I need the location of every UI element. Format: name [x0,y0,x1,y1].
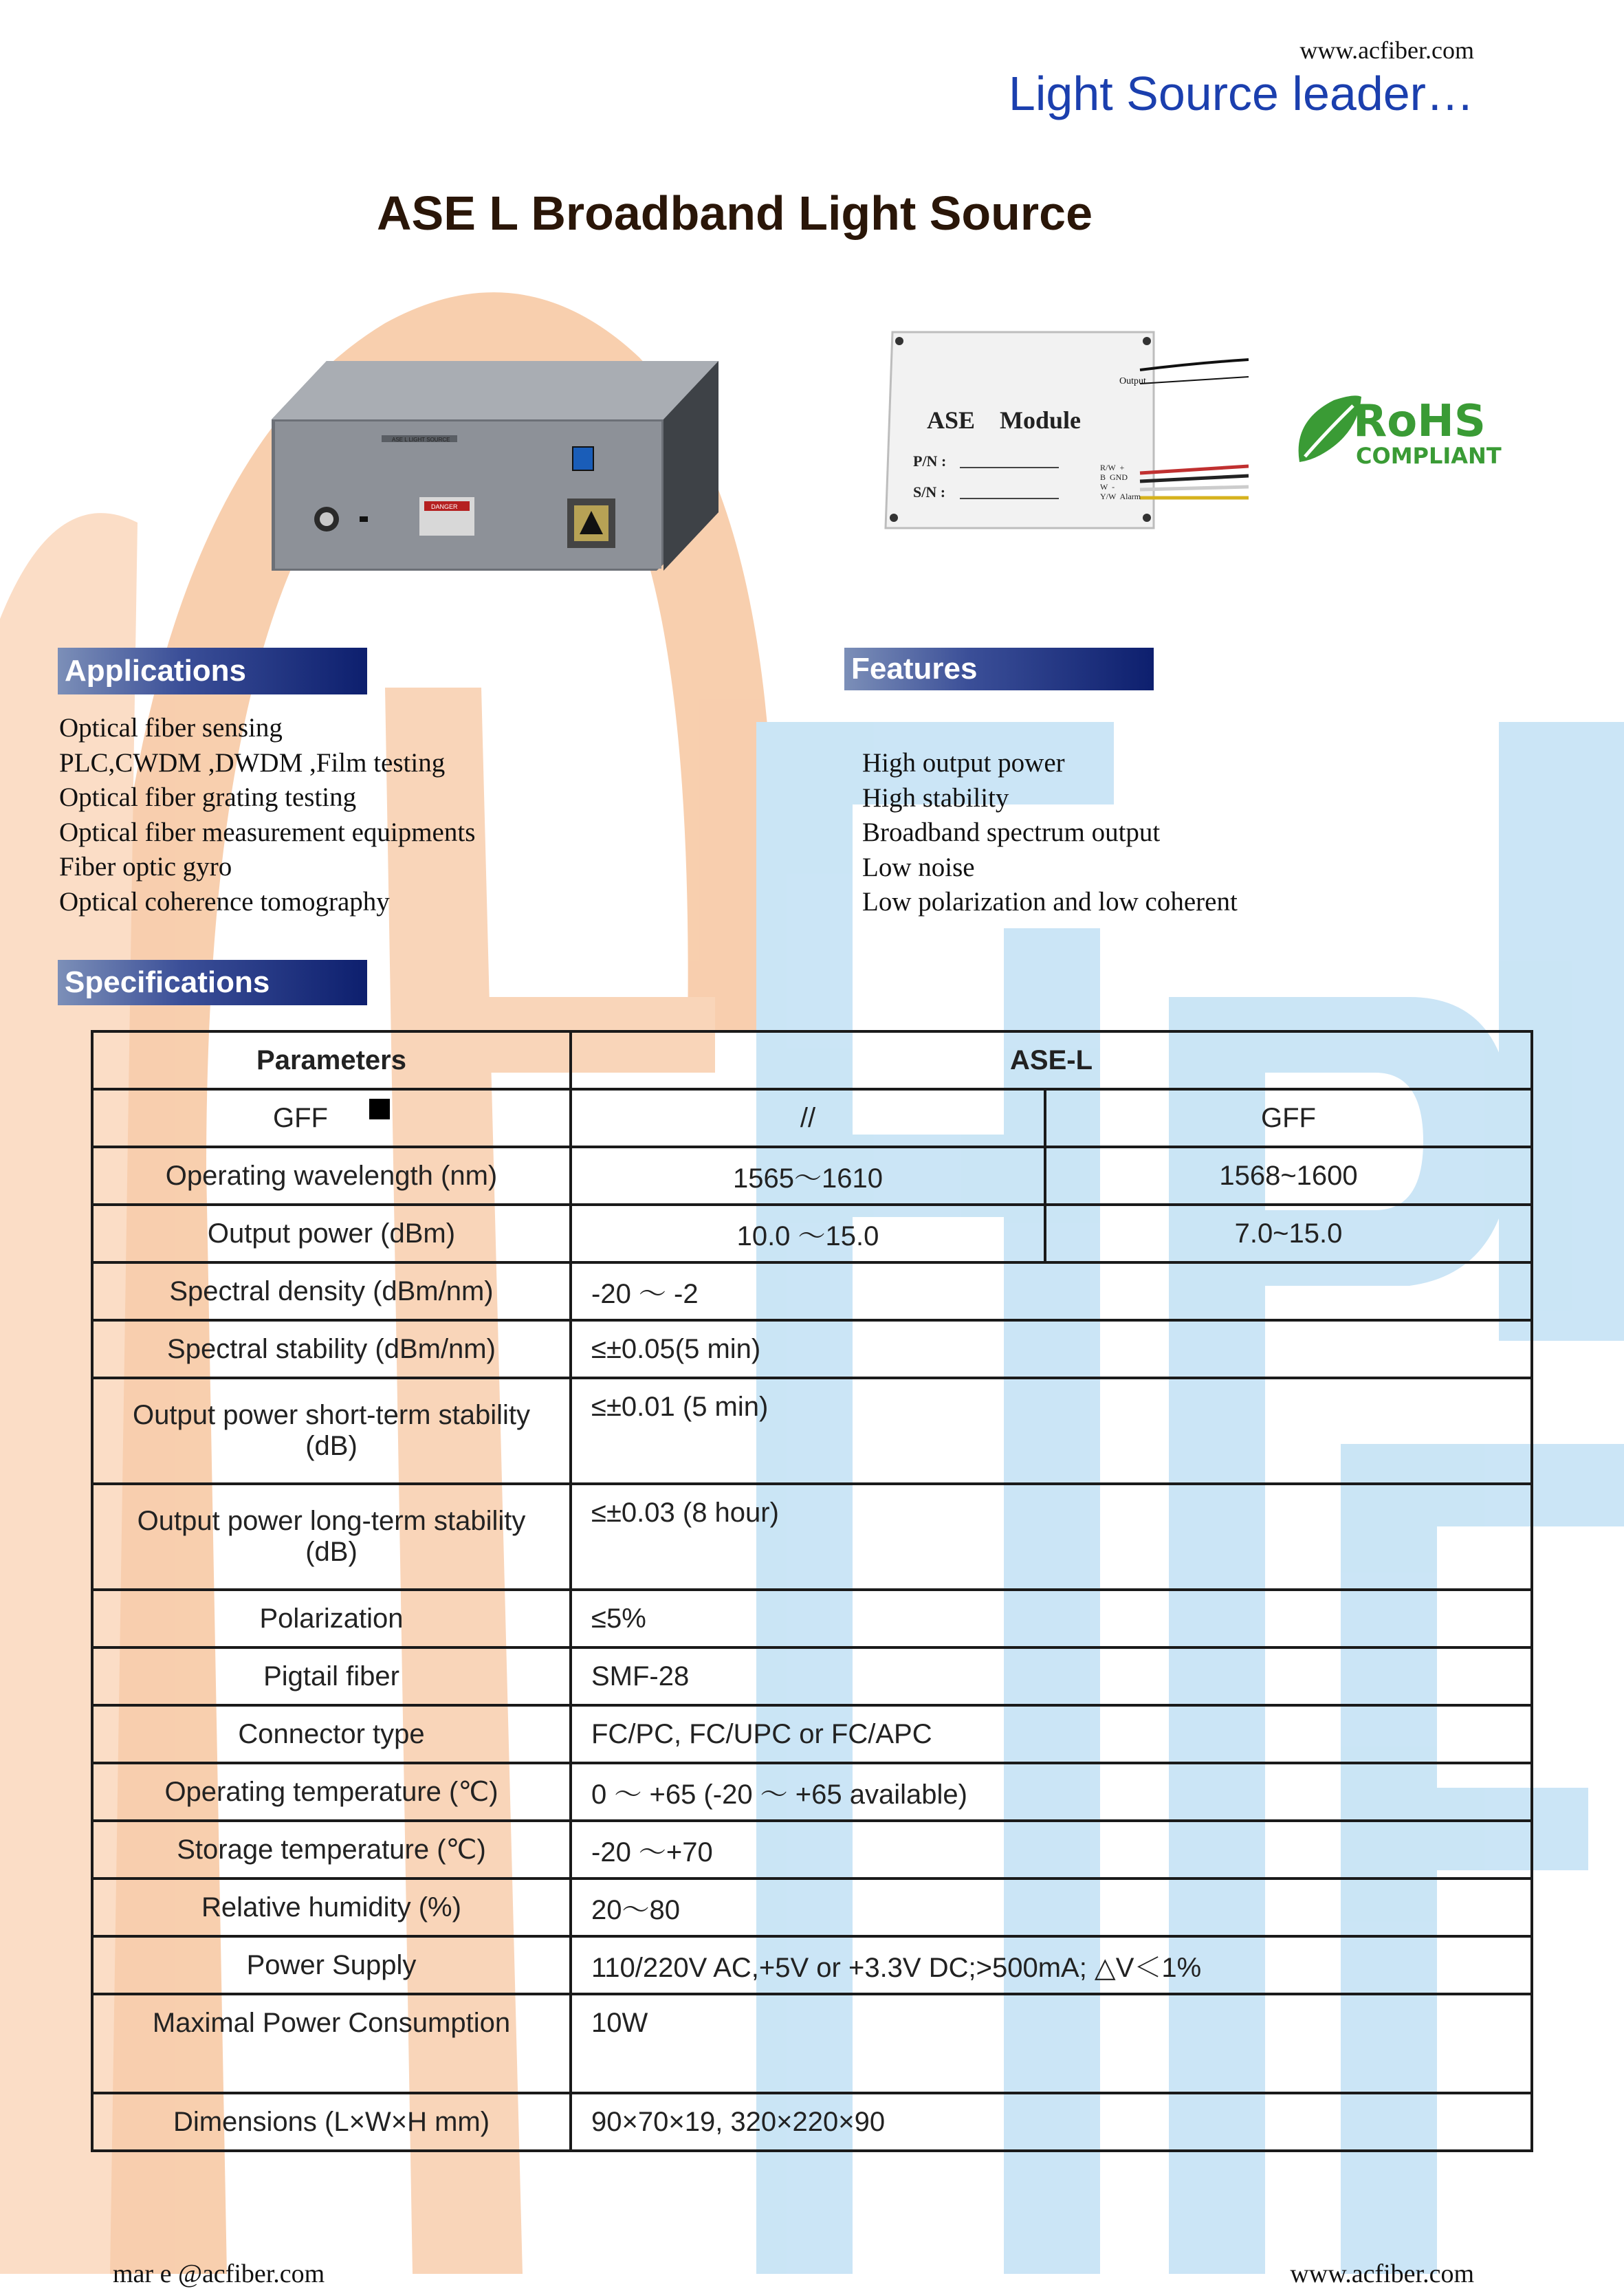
list-item: Fiber optic gyro [59,852,232,881]
table-cell-param: Output power short-term stability (dB) [92,1378,571,1484]
header-url[interactable]: www.acfiber.com [1299,36,1474,64]
list-item: High output power [862,748,1065,778]
table-cell-value: 20～80 [571,1879,1532,1936]
module-sn-label: S/N : [913,483,946,501]
table-cell-param: Operating wavelength (nm) [92,1147,571,1205]
table-cell-param: Maximal Power Consumption [92,1994,571,2093]
module-pin-label: B GND [1100,472,1128,482]
table-cell-value: 0 ～ +65 (-20 ～ +65 available) [571,1763,1532,1821]
table-cell-param: Spectral density (dBm/nm) [92,1262,571,1320]
table-cell-param: Power Supply [92,1936,571,1994]
table-cell-value: 90×70×19, 320×220×90 [571,2093,1532,2151]
table-cell-value: 10W [571,1994,1532,2093]
page-title: ASE L Broadband Light Source [377,186,1093,240]
table-cell-value: 1568~1600 [1045,1147,1532,1205]
list-item: PLC,CWDM ,DWDM ,Film testing [59,747,446,778]
list-item: Optical fiber measurement equipments [59,817,476,847]
rohs-title: RoHS [1353,396,1486,447]
table-row [92,1994,1532,2093]
spec-table [91,1030,1533,2152]
table-cell-param: Dimensions (L×W×H mm) [92,2093,571,2151]
table-cell-value: GFF [1045,1089,1532,1147]
module-output-label: Output [1119,376,1146,386]
rohs-subtitle: COMPLIANT [1356,443,1502,469]
device-panel-label: ASE L LIGHT SOURCE [392,437,450,443]
table-cell-param: Output power long-term stability (dB) [92,1484,571,1590]
module-pin-label: R/W + [1100,463,1125,472]
table-row [92,1590,1532,1647]
table-cell-param: Storage temperature (℃) [92,1821,571,1879]
rohs-logo [1293,393,1506,470]
header-model: ASE-L [571,1031,1532,1089]
module-pin-label: Y/W Alarm [1100,492,1141,501]
table-cell-value: 110/220V AC,+5V or +3.3V DC;>500mA; △V＜1% [571,1936,1532,1994]
device-warning-label: DANGER [431,503,458,510]
table-cell-param [92,1089,571,1147]
table-cell-param: Connector type [92,1705,571,1763]
module-title: ASE Module [927,406,1082,434]
list-item: Optical fiber sensing [59,713,283,743]
table-cell-value: ≤±0.05(5 min) [571,1320,1532,1378]
table-row [92,1320,1532,1378]
header-parameters: Parameters [92,1031,571,1089]
table-cell-value: -20 ～+70 [571,1821,1532,1879]
table-cell-value: ≤±0.03 (8 hour) [571,1484,1532,1590]
table-cell-value: SMF-28 [571,1647,1532,1705]
list-item: Broadband spectrum output [862,818,1161,847]
module-pn-label: P/N : [913,452,947,470]
table-row [92,1484,1532,1590]
module-pin-label: W - [1100,482,1115,492]
footer-url[interactable]: www.acfiber.com [1290,2259,1474,2288]
table-cell-param: Output power (dBm) [92,1205,571,1262]
features-list [862,746,1238,920]
table-row [92,1147,1532,1205]
table-cell-value: FC/PC, FC/UPC or FC/APC [571,1705,1532,1763]
table-row [92,1647,1532,1705]
list-item: Optical coherence tomography [59,886,390,917]
table-cell-param: Spectral stability (dBm/nm) [92,1320,571,1378]
header-tagline: Light Source leader… [1008,67,1474,120]
table-cell-value: // [571,1089,1045,1147]
list-item: High stability [862,782,1009,813]
device-photo [272,354,718,571]
applications-heading: Applications [58,648,367,694]
table-cell-value: -20 ～ -2 [571,1262,1532,1320]
table-cell-param: Pigtail fiber [92,1647,571,1705]
table-row [92,1705,1532,1763]
gff-label: GFF [273,1102,328,1133]
table-cell-value: ≤±0.01 (5 min) [571,1378,1532,1484]
table-row [92,1763,1532,1821]
table-row [92,1821,1532,1879]
table-row [92,1205,1532,1262]
footer-email[interactable]: mar e @acfiber.com [113,2259,325,2288]
table-cell-value: 10.0 ～15.0 [571,1205,1045,1262]
table-row [92,1378,1532,1484]
table-cell-param: Operating temperature (℃) [92,1763,571,1821]
list-item: Low noise [862,852,975,882]
list-item: Optical fiber grating testing [59,782,357,812]
table-cell-value: 1565～1610 [571,1147,1045,1205]
table-row [92,2093,1532,2151]
table-row [92,1936,1532,1994]
table-row [92,1879,1532,1936]
table-cell-param: Polarization [92,1590,571,1647]
table-row [92,1089,1532,1147]
table-cell-value: 7.0~15.0 [1045,1205,1532,1262]
list-item: Low polarization and low coherent [862,887,1238,917]
table-row [92,1262,1532,1320]
features-heading: Features [844,648,1154,690]
applications-list [59,711,475,919]
square-marker-icon [369,1099,390,1119]
specifications-heading: Specifications [58,960,367,1005]
module-photo [879,329,1249,535]
table-header-row [92,1031,1532,1089]
table-cell-value: ≤5% [571,1590,1532,1647]
table-cell-param: Relative humidity (%) [92,1879,571,1936]
